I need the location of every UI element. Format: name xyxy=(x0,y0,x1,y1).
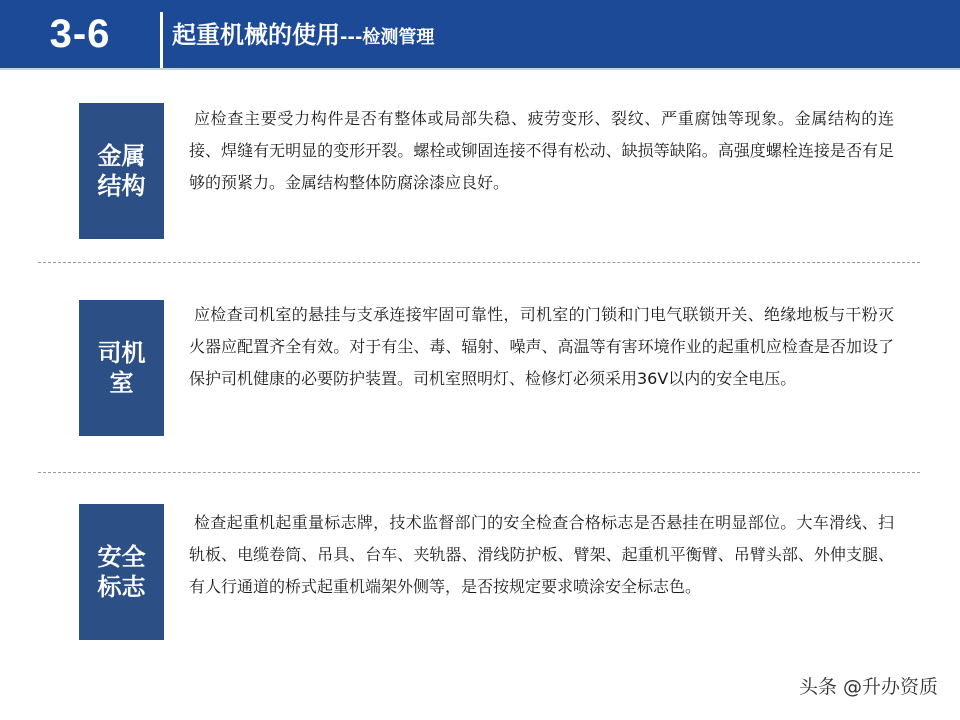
page-title xyxy=(172,0,434,68)
header-separator xyxy=(160,12,163,68)
header-underline xyxy=(0,68,960,70)
section-number: 3-6 xyxy=(49,12,111,56)
label-safety-signs-text: 安全标志 xyxy=(97,543,146,601)
section-divider xyxy=(38,472,920,473)
label-metal-structure-text: 金属结构 xyxy=(97,142,146,200)
watermark: 头条 @升办资质 xyxy=(798,676,938,698)
label-metal-structure xyxy=(79,103,164,239)
label-cab-text: 司机室 xyxy=(97,339,146,397)
text-safety-signs: 检查起重机起重量标志牌，技术监督部门的安全检查合格标志是否悬挂在明显部位。大车滑线、扫轨板、电缆卷筒、吊具、台车、夹轨器、滑线防护板、臂架、起重机平衡臂、吊臂头部、外伸支腿、有人行通道的桥式起重机端架外侧等，是否按规定要求喷涂安全标志色。 xyxy=(189,513,894,596)
label-cab xyxy=(79,300,164,436)
section-divider xyxy=(38,262,920,263)
text-metal-structure: 应检查主要受力构件是否有整体或局部失稳、疲劳变形、裂纹、严重腐蚀等现象。金属结构的连接、焊缝有无明显的变形开裂。螺栓或铆固连接不得有松动、缺损等缺陷。高强度螺栓连接是否有足够的预紧力。金属结构整体防腐涂漆应良好。 xyxy=(189,109,894,192)
header-bar xyxy=(0,0,960,68)
text-cab: 应检查司机室的悬挂与支承连接牢固可靠性，司机室的门锁和门电气联锁开关、绝缘地板与干粉灭火器应配置齐全有效。对于有尘、毒、辐射、噪声、高温等有害环境作业的起重机应检查是否加设了保护司机健康的必要防护装置。司机室照明灯、检修灯必须采用36V以内的安全电压。 xyxy=(189,305,894,388)
page-title-main: 起重机械的使用 xyxy=(172,21,340,49)
page-title-sub: ---检测管理 xyxy=(340,27,435,48)
label-safety-signs xyxy=(79,504,164,640)
